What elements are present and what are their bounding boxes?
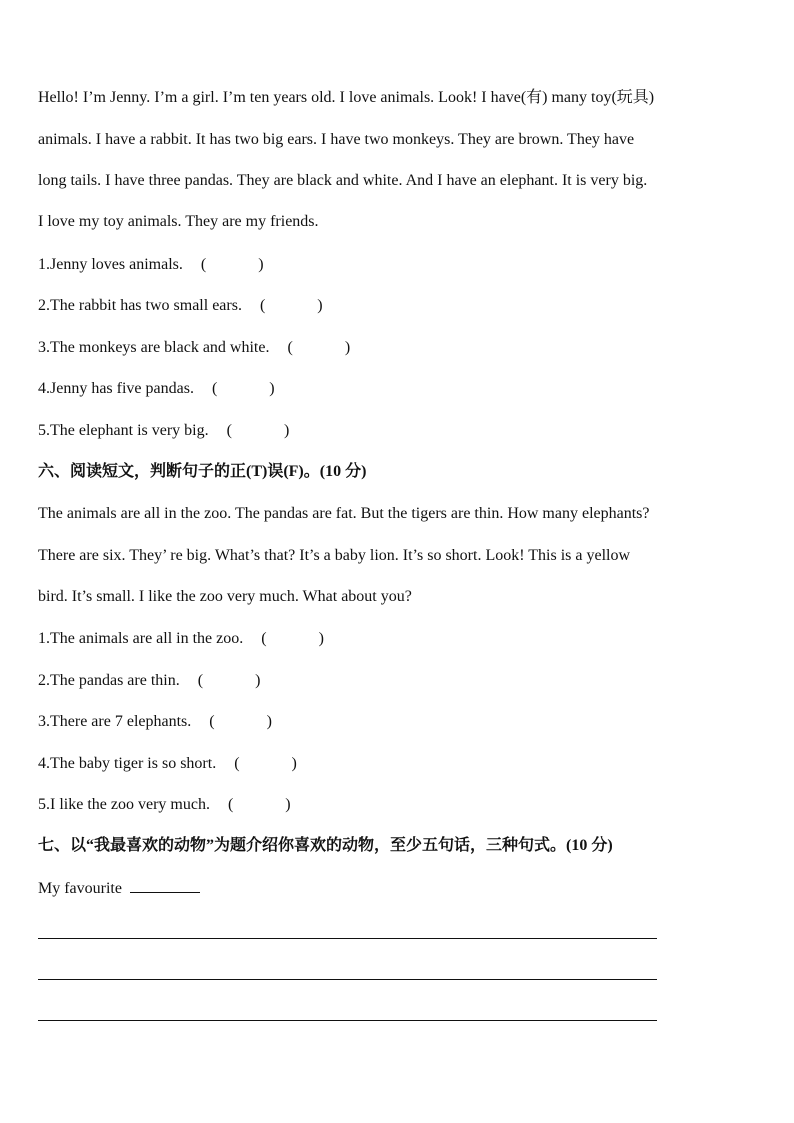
passage1-line-3: long tails. I have three pandas. They are black and white. And I have an elephant. It is very big. — [38, 172, 648, 189]
passage1-question-3: 3.The monkeys are black and white. ( ) — [38, 339, 351, 356]
passage2-question-1: 1.The animals are all in the zoo. ( ) — [38, 630, 324, 647]
answer-blank[interactable]: ( ) — [209, 713, 272, 730]
passage1-question-1: 1.Jenny loves animals. ( ) — [38, 256, 264, 273]
passage1-question-2: 2.The rabbit has two small ears. ( ) — [38, 297, 323, 314]
writing-prompt: My favourite — [38, 878, 200, 899]
answer-blank[interactable]: ( ) — [259, 297, 323, 314]
passage2-line-2: There are six. They’ re big. What’s that? It’s a baby lion. It’s so short. Look! This is a yellow — [38, 547, 631, 564]
answer-blank[interactable]: ( ) — [234, 755, 297, 772]
passage1-question-4: 4.Jenny has five pandas. ( ) — [38, 380, 275, 397]
passage2-line-3: bird. It’s small. I like the zoo very much. What about you? — [38, 588, 412, 605]
answer-blank[interactable]: ( ) — [211, 380, 275, 397]
writing-line-1[interactable] — [38, 938, 657, 939]
answer-blank[interactable]: ( ) — [287, 339, 351, 356]
writing-line-2[interactable] — [38, 979, 657, 980]
title-blank[interactable] — [130, 878, 200, 893]
passage2-question-2: 2.The pandas are thin. ( ) — [38, 672, 261, 689]
answer-blank[interactable]: ( ) — [197, 672, 261, 689]
passage1-question-5: 5.The elephant is very big. ( ) — [38, 422, 290, 439]
passage2-question-4: 4.The baby tiger is so short. ( ) — [38, 755, 297, 772]
passage1-line-1: Hello! I’m Jenny. I’m a girl. I’m ten years old. I love animals. Look! I have(有) many toy(玩具) — [38, 89, 655, 106]
passage1-line-4: I love my toy animals. They are my friends. — [38, 213, 319, 230]
answer-blank[interactable]: ( ) — [226, 422, 290, 439]
section-7-title: 七、以“我最喜欢的动物”为题介绍你喜欢的动物，至少五句话，三种句式。(10 分) — [38, 837, 613, 854]
writing-line-3[interactable] — [38, 1020, 657, 1021]
answer-blank[interactable]: ( ) — [200, 256, 264, 273]
passage1-line-2: animals. I have a rabbit. It has two big ears. I have two monkeys. They are brown. They have — [38, 131, 635, 148]
answer-blank[interactable]: ( ) — [227, 796, 291, 813]
passage2-line-1: The animals are all in the zoo. The pandas are fat. But the tigers are thin. How many elephants? — [38, 505, 650, 522]
answer-blank[interactable]: ( ) — [261, 630, 324, 647]
passage2-question-5: 5.I like the zoo very much. ( ) — [38, 796, 291, 813]
passage2-question-3: 3.There are 7 elephants. ( ) — [38, 713, 272, 730]
section-6-title: 六、阅读短文，判断句子的正(T)误(F)。(10 分) — [38, 463, 367, 480]
